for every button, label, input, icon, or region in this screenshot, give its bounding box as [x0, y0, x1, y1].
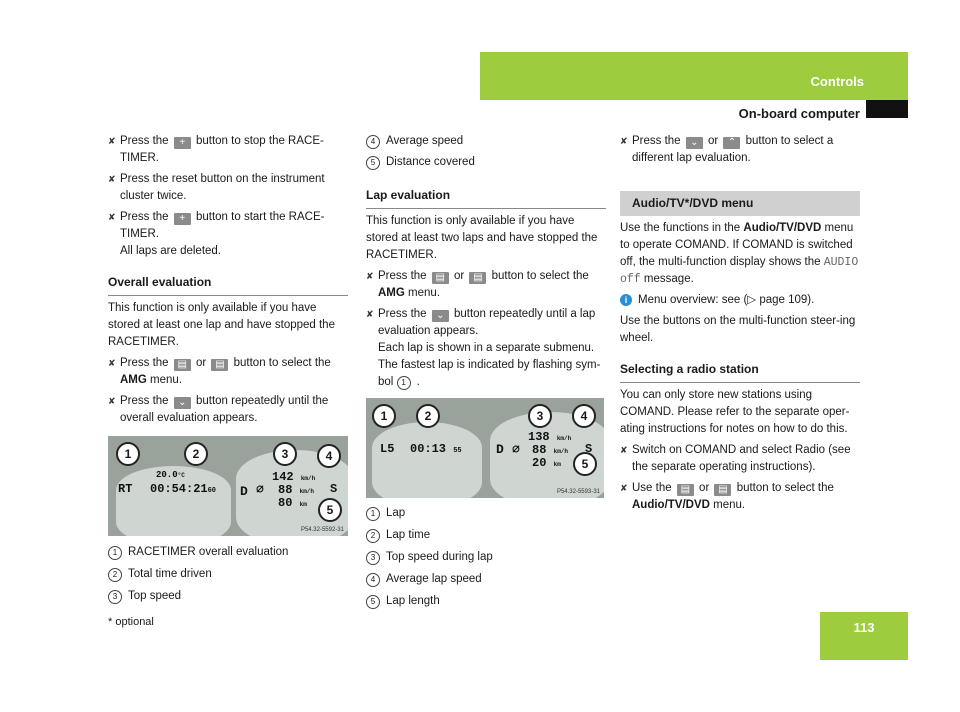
arrow-down-key-icon: ⌄ [686, 137, 703, 149]
list-item: 4 Average lap speed [366, 570, 606, 588]
list-item: 3 Top speed during lap [366, 548, 606, 566]
menu-key-icon: ▤ [174, 359, 191, 371]
step: ✘ Press the ▤ or ▤ button to select the AMG menu. [108, 355, 348, 389]
column-3 [620, 133, 860, 518]
step: ✘ Press the reset button on the instrument cluster twice. [108, 171, 348, 205]
list-item: 4 Average speed [366, 133, 606, 150]
page-title: On-board computer [738, 106, 860, 121]
arrow-down-key-icon: ⌄ [174, 397, 191, 409]
column-2 [366, 133, 606, 395]
arrow-down-key-icon: ⌄ [432, 310, 449, 322]
list-item: 1 Lap [366, 504, 606, 522]
step: ✘ Press the ▤ or ▤ button to select the AMG menu. [366, 268, 606, 302]
section-heading: Selecting a radio station [620, 361, 860, 383]
list-item: 5 Lap length [366, 592, 606, 610]
step: ✘ Press the ⌄ or ⌃ button to select a different lap evaluation. [620, 133, 860, 167]
paragraph: Use the buttons on the multi-function steer-ing wheel. [620, 315, 856, 344]
legend-list [366, 504, 606, 614]
list-item: 1 RACETIMER overall evaluation [108, 543, 348, 561]
list-item: 2 Total time driven [108, 565, 348, 583]
page-number: 113 [853, 620, 875, 635]
step: ✘ Press the ⌄ button repeatedly until the overall evaluation appears. [108, 393, 348, 427]
column-1 [108, 133, 348, 431]
arrow-up-key-icon: ⌃ [723, 137, 740, 149]
list-item: 5 Distance covered [366, 154, 606, 171]
footnote: * optional [108, 616, 154, 628]
paragraph: This function is only available if you have stored at least one lap and have stopped the RACETIMER. [108, 302, 335, 348]
lap-display-image: 1 2 3 4 5 L5 00:13 55 D ∅ 138 km/h 88 km/h 20 km S P54.32-5593-31 [366, 398, 604, 498]
section-label: Controls [810, 74, 864, 89]
menu-key-icon: ▤ [211, 359, 228, 371]
step: ✘ Switch on COMAND and select Radio (see the separate operating instructions). [620, 442, 860, 476]
page-number-box [820, 612, 908, 660]
menu-key-icon: ▤ [469, 272, 486, 284]
menu-key-icon: ▤ [677, 484, 694, 496]
paragraph: You can only store new stations using COMAND. Please refer to the separate oper-ating instructions for notes on how to do this. [620, 389, 850, 435]
step: ✘ Press the + button to start the RACE-TIMER. All laps are deleted. [108, 209, 348, 260]
section-heading: Lap evaluation [366, 187, 606, 209]
racetimer-display-image: 1 2 3 4 5 20.0°C RT 00:54:2160 D ∅ 142 km/h 88 km/h 80 km S P54.32-5592-31 [108, 436, 348, 536]
section-heading: Overall evaluation [108, 274, 348, 296]
step: ✘ Use the ▤ or ▤ button to select the Audio/TV/DVD menu. [620, 480, 860, 514]
plus-key-icon: + [174, 137, 191, 149]
legend-list [108, 543, 348, 609]
menu-key-icon: ▤ [432, 272, 449, 284]
page-header [108, 100, 908, 121]
list-item: 2 Lap time [366, 526, 606, 544]
menu-key-icon: ▤ [714, 484, 731, 496]
plus-key-icon: + [174, 213, 191, 225]
section-heading: Audio/TV*/DVD menu [620, 191, 860, 216]
list-item: 3 Top speed [108, 587, 348, 605]
step: ✘ Press the ⌄ button repeatedly until a lap evaluation appears. Each lap is shown in a separate submenu. The fastest lap is indicated by flashing sym-bol 1 . [366, 306, 606, 391]
section-tab [480, 52, 908, 100]
paragraph: Use the functions in the Audio/TV/DVD menu to operate COMAND. If COMAND is switched off, the multi-function display shows the AUDIO off message. [620, 222, 859, 286]
info-note: i Menu overview: see (▷ page 109). [620, 292, 860, 309]
paragraph: This function is only available if you have stored at least two laps and have stopped the RACETIMER. [366, 215, 598, 261]
step: ✘ Press the + button to stop the RACE-TIMER. [108, 133, 348, 167]
header-marker [866, 100, 908, 118]
